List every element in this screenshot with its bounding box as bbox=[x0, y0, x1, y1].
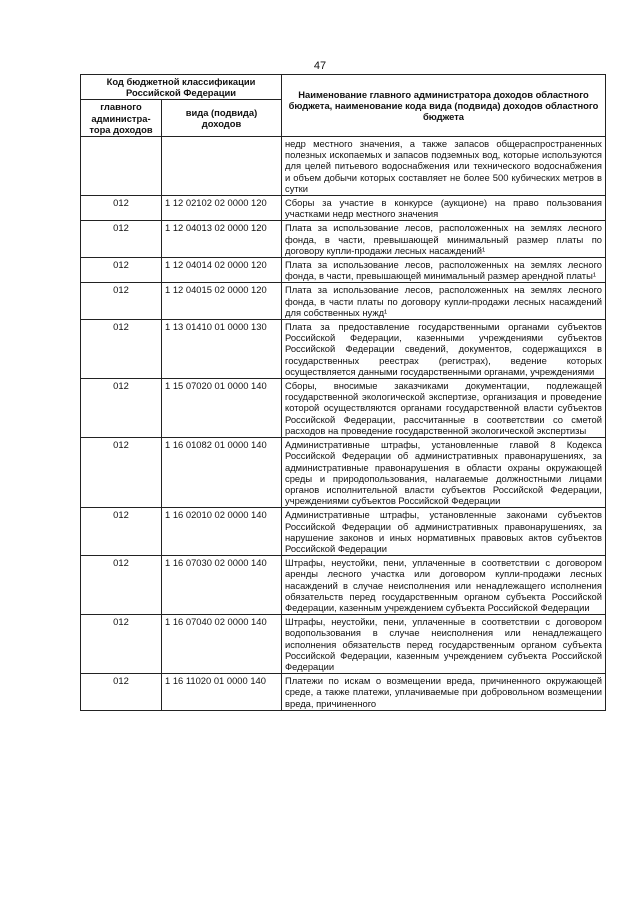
admin-code-cell: 012 bbox=[81, 508, 162, 556]
header-admin-code: главного администра-тора доходов bbox=[81, 100, 162, 137]
table-row bbox=[81, 674, 606, 711]
admin-code-cell: 012 bbox=[81, 615, 162, 674]
revenue-name-cell: Плата за использование лесов, расположенных на землях лесного фонда, в части платы по договору купли-продажи лесных насаждений для собственных нужд¹ bbox=[282, 283, 606, 320]
revenue-name-cell: Плата за использование лесов, расположенных на землях лесного фонда, в части, превышающей минимальный размер платы по договору купли-продажи лесных насаждений¹ bbox=[282, 221, 606, 258]
table-row bbox=[81, 283, 606, 320]
kind-code-cell: 1 12 02102 02 0000 120 bbox=[162, 196, 282, 221]
table-row bbox=[81, 196, 606, 221]
kind-code-cell: 1 16 07030 02 0000 140 bbox=[162, 556, 282, 615]
table-body bbox=[81, 137, 606, 711]
revenue-name-cell: Плата за предоставление государственными органами субъектов Российской Федерации, казенными учреждениями субъектов Российской Федерации сведений, документов, содержащихся в государственных реестрах (регистрах), ведение которых осуществляется данными государственными органами, учреждениями bbox=[282, 320, 606, 379]
page-number: 47 bbox=[313, 60, 327, 72]
admin-code-cell: 012 bbox=[81, 379, 162, 438]
header-budget-code-group: Код бюджетной классификации Российской Федерации bbox=[81, 75, 282, 100]
admin-code-cell: 012 bbox=[81, 283, 162, 320]
revenue-name-cell: Платежи по искам о возмещении вреда, причиненного окружающей среде, а также платежи, уплачиваемые при добровольном возмещении вреда, причиненного bbox=[282, 674, 606, 711]
revenue-name-cell: Штрафы, неустойки, пени, уплаченные в соответствии с договором водопользования в случае неисполнения или ненадлежащего исполнения обязательств перед государственным органом субъекта Российской Федерации, казенным учреждением субъекта Российской Федерации bbox=[282, 615, 606, 674]
kind-code-cell: 1 16 02010 02 0000 140 bbox=[162, 508, 282, 556]
table-row bbox=[81, 379, 606, 438]
kind-code-cell: 1 12 04015 02 0000 120 bbox=[162, 283, 282, 320]
kind-code-cell: 1 13 01410 01 0000 130 bbox=[162, 320, 282, 379]
table-row bbox=[81, 258, 606, 283]
revenue-name-cell: Штрафы, неустойки, пени, уплаченные в соответствии с договором аренды лесного участка или договором купли-продажи лесных насаждений в случае неисполнения или ненадлежащего исполнения обязательств перед государственным органом субъекта Российской Федерации, казенным учреждением субъекта Российской Федерации bbox=[282, 556, 606, 615]
kind-code-cell: 1 12 04014 02 0000 120 bbox=[162, 258, 282, 283]
kind-code-cell: 1 15 07020 01 0000 140 bbox=[162, 379, 282, 438]
admin-code-cell: 012 bbox=[81, 674, 162, 711]
kind-code-cell: 1 16 07040 02 0000 140 bbox=[162, 615, 282, 674]
table-row bbox=[81, 320, 606, 379]
header-kind-code: вида (подвида) доходов bbox=[162, 100, 282, 137]
revenue-name-cell: Плата за использование лесов, расположенных на землях лесного фонда, в части, превышающей минимальный размер арендной платы¹ bbox=[282, 258, 606, 283]
revenue-name-cell: Административные штрафы, установленные главой 8 Кодекса Российской Федерации об административных правонарушениях, за административные правонарушения в области охраны окружающей среды и природопользования, налагаемые должностными лицами органов исполнительной власти субъектов Российской Федерации, учреждениями субъектов Российской Федерации bbox=[282, 438, 606, 508]
table-row bbox=[81, 556, 606, 615]
kind-code-cell: 1 16 01082 01 0000 140 bbox=[162, 438, 282, 508]
table-row bbox=[81, 438, 606, 508]
revenue-name-cell: Сборы, вносимые заказчиками документации, подлежащей государственной экологической экспертизе, организация и проведение которой осуществляются органами государственной власти субъектов Российской Федерации, рассчитанные в соответствии со сметой расходов на проведение государственной экологической экспертизы bbox=[282, 379, 606, 438]
header-name: Наименование главного администратора доходов областного бюджета, наименование кода вида (подвида) доходов областного бюджета bbox=[282, 75, 606, 137]
table-row bbox=[81, 615, 606, 674]
admin-code-cell: 012 bbox=[81, 438, 162, 508]
admin-code-cell: 012 bbox=[81, 258, 162, 283]
revenue-name-cell: недр местного значения, а также запасов общераспространенных полезных ископаемых и запасов подземных вод, которые используются для целей питьевого водоснабжения или технического водоснабжения и объем добычи которых составляет не более 500 кубических метров в сутки bbox=[282, 137, 606, 196]
kind-code-cell bbox=[162, 137, 282, 196]
table-header bbox=[81, 75, 606, 137]
revenue-name-cell: Административные штрафы, установленные законами субъектов Российской Федерации об административных правонарушениях, за нарушение законов и иных нормативных правовых актов субъектов Российской Федерации bbox=[282, 508, 606, 556]
kind-code-cell: 1 16 11020 01 0000 140 bbox=[162, 674, 282, 711]
admin-code-cell: 012 bbox=[81, 320, 162, 379]
kind-code-cell: 1 12 04013 02 0000 120 bbox=[162, 221, 282, 258]
admin-code-cell: 012 bbox=[81, 556, 162, 615]
admin-code-cell bbox=[81, 137, 162, 196]
table-row bbox=[81, 137, 606, 196]
budget-classification-table bbox=[80, 74, 606, 711]
admin-code-cell: 012 bbox=[81, 196, 162, 221]
revenue-name-cell: Сборы за участие в конкурсе (аукционе) на право пользования участками недр местного значения bbox=[282, 196, 606, 221]
table-row bbox=[81, 508, 606, 556]
table-row bbox=[81, 221, 606, 258]
admin-code-cell: 012 bbox=[81, 221, 162, 258]
